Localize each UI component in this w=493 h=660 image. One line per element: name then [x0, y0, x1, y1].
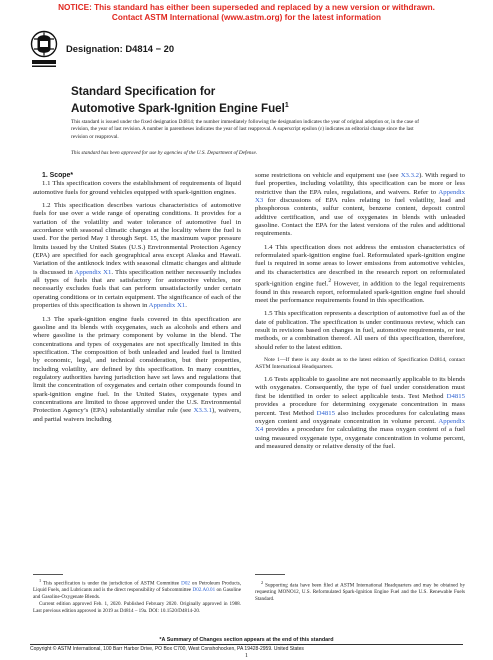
footnote-2-ref: 2	[328, 278, 332, 285]
p1-3-cont-c: for discussions of EPA rules relating to fuel volatility, lead and phosphorous contents, sulfur content, benzene content, deposit control additive certification, and use of oxygenates in blends with unleaded gasoline. Contact the EPA for the latest versions of the rules and additional requirements.	[255, 197, 465, 238]
p1-3-cont-a: some restrictions on vehicle and equipment use (see	[255, 172, 401, 179]
footnote-2-mark: 2	[261, 580, 264, 585]
notice-line-1: NOTICE: This standard has either been superseded and replaced by a new version or withdrawn.	[58, 3, 435, 12]
summary-of-changes-note: *A Summary of Changes section appears at the end of this standard	[159, 637, 334, 643]
d4815-link-2[interactable]: D4815	[316, 409, 335, 417]
approval-note: This standard has been approved for use by agencies of the U.S. Department of Defense.	[71, 150, 258, 156]
paragraph-1-5: 1.5 This specification represents a description of automotive fuel as of the date of publication. The specification is under continuous review, which can result in revisions based on changes in fuel, automotive requirements, or test methods, or a combination thereof. All users of this specification, therefore, should refer to the latest edition.	[255, 310, 465, 351]
p1-6-text-d: provides a procedure for calculating the mass oxygen content of a fuel using measured oxygenate type, oxygenate concentration in volume percent, and measured density or relative density of the fuel.	[255, 426, 465, 450]
p1-3-text-a: 1.3 The spark-ignition engine fuels covered in this specification are gasoline and its blends with oxygenates, such as alcohols and ethers and where gasoline is the primary component by volume in the blend. The concentrations and types of oxygenates are not specifically limited in this specification. The composition of both unleaded and leaded fuel is limited by economic, legal, and technical consideration, but their properties, including volatility, are defined by this specification. In many countries, regulatory authorities having jurisdiction have set laws and regulations that limit the concentration of oxygenates and certain other compounds found in spark-ignition engine fuel. In the United States, oxygenate types and concentrations are limited to those approved under the U.S. Environmental Protection Agency’s (EPA) substantially similar rule (see	[33, 315, 241, 415]
paragraph-1-3-continued	[255, 172, 465, 239]
document-title	[71, 85, 289, 116]
fn2-text: Supporting data have been filed at ASTM International Headquarters and may be obtained by requesting MONO12, U.S. Reformulated Spark-Ignition Engine Fuel and the U.S. Renewable Fuels Standard.	[255, 582, 465, 602]
footnote-1	[33, 578, 241, 615]
paragraph-1-1: 1.1 This specification covers the establishment of requirements of liquid automotive fuels for ground vehicles equipped with spark-ignition engines.	[33, 180, 241, 196]
d4815-link[interactable]: D4815	[446, 392, 465, 400]
fn1-text-b: on Petroleum Products, Liquid Fuels, and Lubricants and is the direct responsibility of Subcommittee	[33, 580, 242, 594]
p1-2-text-a: 1.2 This specification describes various characteristics of automotive fuels for use over a wide range of operating conditions. It provides for a variation of the volatility and water tolerance of automotive fuel in accordance with seasonal climatic changes at the locality where the fuel is used. For the period May 1 through Sept. 15, the maximum vapor pressure limits issued by the United States (U.S.) Environmental Protection Agency (EPA) are specified for each geographical area except Alaska and Hawaii. Variation of the antiknock index with seasonal climatic changes and altitude is discussed in	[33, 202, 241, 276]
title-footnote-mark: 1	[284, 102, 289, 109]
p1-6-text-c: also includes procedures for calculating mass oxygen content and oxygenate concentration in volume percent.	[255, 409, 465, 425]
d02-a0-01-link[interactable]: D02.A0.01	[192, 587, 216, 594]
copyright-line: Copyright © ASTM International, 100 Barr Harbor Drive, PO Box C700, West Conshohocken, PA 19428-2959. United States	[30, 646, 304, 652]
title-line-1: Standard Specification for	[71, 85, 216, 98]
paragraph-1-3	[33, 316, 241, 424]
appendix-x3-link[interactable]: Appendix X3	[255, 188, 465, 205]
footnote-rule-left	[33, 574, 63, 575]
appendix-x4-link[interactable]: Appendix X4	[255, 417, 465, 434]
paragraph-1-2	[33, 202, 241, 310]
p1-2-text-c: .	[185, 302, 187, 310]
x3-3-1-link[interactable]: X3.3.1	[193, 407, 212, 415]
supersede-notice	[0, 3, 493, 23]
footnote-rule-right	[255, 574, 285, 575]
notice-line-2: Contact ASTM International (www.astm.org) for the latest information	[111, 13, 382, 22]
left-column	[33, 172, 241, 424]
p1-6-text-b: provides a procedure for determining oxygenate concentration in mass percent. Test Method	[255, 401, 465, 417]
p1-3-cont-b: ). With regard to fuel properties, including volatility, this specification can be more or less restrictive than the EPA rules, regulations, and waivers. Refer to	[255, 172, 465, 196]
footnote-2-text	[255, 580, 465, 602]
title-line-2	[71, 99, 289, 116]
paragraph-1-6	[255, 376, 465, 451]
note-1: Note 1—If there is any doubt as to the latest edition of Specification D4814, contact ASTM International Headquarters.	[255, 357, 465, 371]
page-number: 1	[245, 653, 248, 659]
p1-4-text-b: However, in addition to the legal requirements found in this research report, reformulated spark-ignition engine fuel should meet the performance requirements found in this specification.	[255, 280, 465, 305]
right-column	[255, 172, 465, 451]
d02-link[interactable]: D02	[181, 580, 190, 587]
issue-note: This standard is issued under the fixed designation D4814; the number immediately following the designation indicates the year of original adoption or, in the case of revision, the year of last revision. A number in parentheses indicates the year of last reapproval. A superscript epsilon (ε) indicates an editorial change since the last revision or reapproval.	[71, 119, 419, 140]
x3-3-2-link[interactable]: X3.3.2	[400, 172, 420, 179]
footer-rule	[30, 644, 463, 645]
p1-3-text-b: ), waivers, and partial waivers including	[33, 407, 241, 423]
designation: Designation: D4814 − 20	[66, 43, 175, 54]
footnote-1-edition: Current edition approved Feb. 1, 2020. Published February 2020. Originally approved in 1988. Last previous edition approved in 2019 as D4814 – 19a. DOI: 10.1520/D4814-20.	[33, 601, 241, 614]
footnote-1-mark: 1	[39, 578, 42, 583]
paragraph-1-4	[255, 244, 465, 306]
astm-logo	[30, 30, 58, 72]
fn1-text-a: This specification is under the jurisdiction of ASTM Committee	[43, 580, 182, 587]
p1-2-text-b: . This specification neither necessarily includes all types of fuels that are satisfactory for automotive vehicles, nor necessarily excludes fuels that can perform unsatisfactorily under certain operating conditions or in certain equipment. The significance of each of the properties of this specification is shown in	[33, 268, 241, 310]
fn1-text-c: on Gasoline and Gasoline-Oxygenate Blends.	[33, 587, 241, 600]
footnote-2	[255, 580, 465, 603]
p1-4-text-a: 1.4 This specification does not address the emission characteristics of reformulated spark-ignition engine fuel. Reformulated spark-ignition engine fuel is required in some areas to lower emissions from automotive vehicles, and its characteristics are described in the research report on reformulated spark-ignition engine fuel.	[255, 243, 465, 288]
appendix-x1-link[interactable]: Appendix X1	[74, 268, 112, 276]
footnote-1-text	[33, 578, 241, 600]
scope-heading: 1. Scope*	[42, 172, 74, 179]
p1-6-text-a: 1.6 Tests applicable to gasoline are not necessarily applicable to its blends with oxygenates. Consequently, the type of fuel under consideration must first be identified in order to select applicable tests. Test Method	[255, 376, 465, 400]
title-line-2-text: Automotive Spark-Ignition Engine Fuel	[71, 101, 285, 115]
appendix-x1-link-2[interactable]: Appendix X1	[148, 302, 186, 310]
